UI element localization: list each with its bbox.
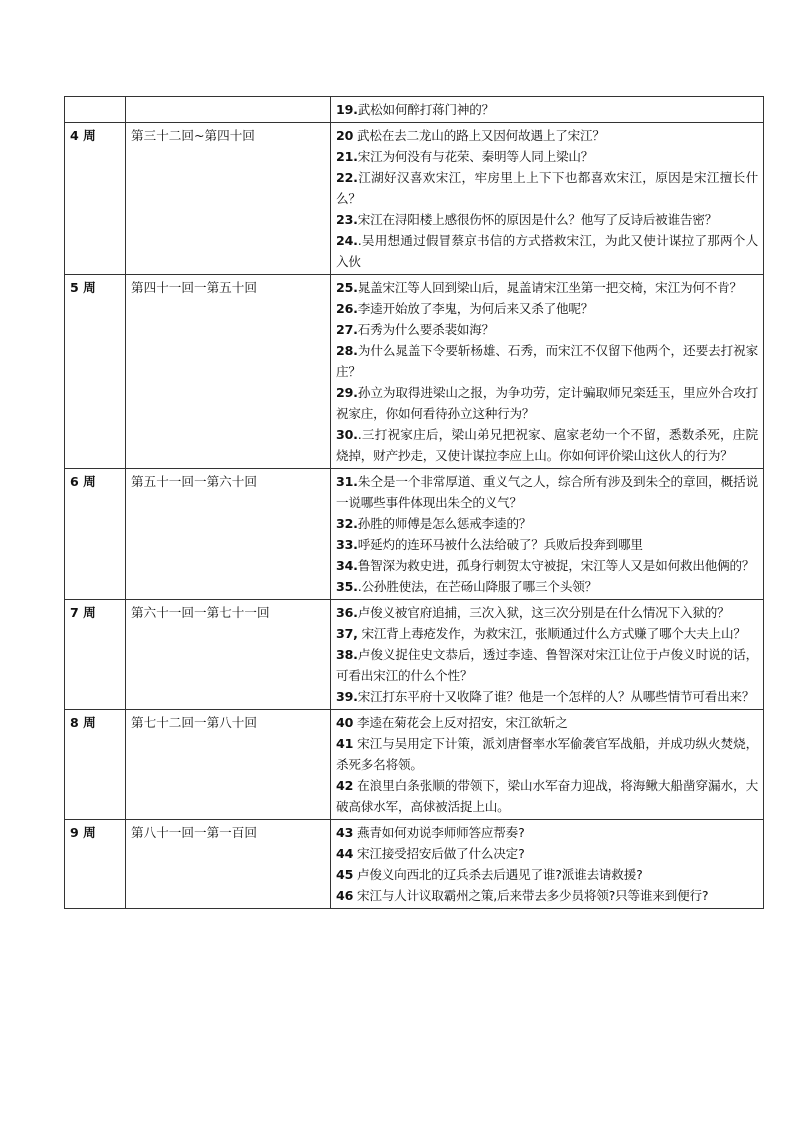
question-text: 在浪里白条张顺的带领下，梁山水军奋力迎战，将海鳅大船凿穿漏水，大破高俅水军，高俅被活捉上山。	[336, 778, 758, 814]
schedule-row	[65, 275, 764, 469]
question-number: 46	[336, 888, 354, 903]
question-text: 卢俊义捉住史文恭后，透过李逵、鲁智深对宋江让位于卢俊义时说的话，可看出宋江的什么个性？	[336, 647, 758, 683]
question-item	[336, 513, 758, 534]
schedule-row	[65, 600, 764, 710]
chapter-range-cell: 第七十二回一第八十回	[126, 710, 331, 820]
question-item	[336, 424, 758, 466]
reading-schedule-table	[64, 96, 764, 909]
question-text: 燕青如何劝说李师师答应帮奏?	[353, 825, 525, 840]
question-number: 38.	[336, 647, 358, 662]
question-item	[336, 146, 758, 167]
question-number: 35.	[336, 579, 358, 594]
question-text: .公孙胜使法，在芒砀山降服了哪三个头领？	[357, 579, 598, 594]
week-cell: 4 周	[65, 123, 126, 275]
question-text: 宋江与吴用定下计策，派刘唐督率水军偷袭官军战船，并成功纵火焚烧，杀死多名将领。	[336, 736, 758, 772]
question-text: 宋江背上毒疮发作，为救宋江，张顺通过什么方式赚了哪个大夫上山？	[357, 626, 746, 641]
week-cell: 8 周	[65, 710, 126, 820]
question-item	[336, 555, 758, 576]
question-item	[336, 340, 758, 382]
question-number: 32.	[336, 516, 358, 531]
chapter-range-cell: 第三十二回~第四十回	[126, 123, 331, 275]
chapter-range-cell: 第八十一回一第一百回	[126, 820, 331, 909]
question-text: 宋江为何没有与花荣、秦明等人同上梁山？	[357, 149, 594, 164]
question-text: 孙立为取得进梁山之报，为争功劳，定计骗取师兄栾廷玉，里应外合攻打祝家庄，你如何看待孙立这种行为？	[336, 385, 758, 421]
question-text: 为什么晁盖下令要斩杨雄、石秀，而宋江不仅留下他两个，还要去打祝家庄？	[336, 343, 758, 379]
question-text: 李逵开始放了李鬼，为何后来又杀了他呢？	[357, 301, 594, 316]
question-text: 卢俊义被官府追捕，三次入狱，这三次分别是在什么情况下入狱的？	[357, 605, 730, 620]
schedule-row	[65, 820, 764, 909]
question-number: 36.	[336, 605, 358, 620]
questions-cell	[331, 820, 764, 909]
question-item	[336, 623, 758, 644]
question-item	[336, 230, 758, 272]
question-number: 23.	[336, 212, 358, 227]
question-item	[336, 471, 758, 513]
question-item	[336, 885, 758, 906]
question-item	[336, 775, 758, 817]
question-text: 宋江接受招安后做了什么决定?	[353, 846, 525, 861]
question-item	[336, 843, 758, 864]
question-text: 卢俊义向西北的辽兵杀去后遇见了谁?派谁去请救援?	[353, 867, 643, 882]
week-cell: 9 周	[65, 820, 126, 909]
question-text: .吴用想通过假冒蔡京书信的方式搭救宋江，为此又使计谋拉了那两个人入伙	[336, 233, 758, 269]
question-text: 朱仝是一个非常厚道、重义气之人，综合所有涉及到朱仝的章回，概括说一说哪些事件体现出朱仝的义气？	[336, 474, 758, 510]
question-number: 28.	[336, 343, 358, 358]
question-number: 30.	[336, 427, 358, 442]
questions-cell	[331, 469, 764, 600]
question-item	[336, 733, 758, 775]
week-cell: 5 周	[65, 275, 126, 469]
question-item	[336, 319, 758, 340]
week-cell: 6 周	[65, 469, 126, 600]
question-number: 40	[336, 715, 354, 730]
question-text: 宋江在浔阳楼上感很伤怀的原因是什么？他写了反诗后被谁告密？	[357, 212, 718, 227]
question-number: 20	[336, 128, 354, 143]
questions-cell	[331, 600, 764, 710]
question-item	[336, 712, 758, 733]
question-item	[336, 99, 758, 120]
question-text: 鲁智深为救史进，孤身行刺贺太守被捉，宋江等人又是如何救出他俩的？	[357, 558, 755, 573]
question-text: 宋江与人计议取霸州之策,后来带去多少员将领?只等谁来到便行?	[353, 888, 709, 903]
question-number: 43	[336, 825, 354, 840]
chapter-range-cell	[126, 97, 331, 123]
chapter-range-cell: 第四十一回一第五十回	[126, 275, 331, 469]
question-text: 武松在去二龙山的路上又因何故遇上了宋江？	[353, 128, 605, 143]
question-item	[336, 576, 758, 597]
question-number: 24.	[336, 233, 358, 248]
question-item	[336, 534, 758, 555]
schedule-row	[65, 469, 764, 600]
questions-cell	[331, 123, 764, 275]
questions-cell	[331, 710, 764, 820]
question-item	[336, 686, 758, 707]
week-cell: 7 周	[65, 600, 126, 710]
question-number: 26.	[336, 301, 358, 316]
question-number: 22.	[336, 170, 358, 185]
question-item	[336, 167, 758, 209]
question-number: 39.	[336, 689, 358, 704]
question-number: 34.	[336, 558, 358, 573]
question-item	[336, 125, 758, 146]
question-number: 25.	[336, 280, 358, 295]
question-item	[336, 822, 758, 843]
question-text: 武松如何醉打蒋门神的？	[357, 102, 495, 117]
schedule-row	[65, 123, 764, 275]
question-number: 37,	[336, 626, 358, 641]
schedule-body	[65, 97, 764, 909]
question-text: 晁盖宋江等人回到梁山后，晁盖请宋江坐第一把交椅，宋江为何不肯？	[357, 280, 742, 295]
question-number: 41	[336, 736, 354, 751]
questions-cell	[331, 275, 764, 469]
question-number: 45	[336, 867, 354, 882]
question-item	[336, 864, 758, 885]
reading-schedule	[64, 96, 758, 909]
question-text: 呼延灼的连环马被什么法给破了？兵败后投奔到哪里	[357, 537, 643, 552]
question-number: 42	[336, 778, 354, 793]
question-text: 江湖好汉喜欢宋江，牢房里上上下下也都喜欢宋江，原因是宋江擅长什么？	[336, 170, 758, 206]
questions-cell	[331, 97, 764, 123]
question-number: 33.	[336, 537, 358, 552]
week-cell	[65, 97, 126, 123]
chapter-range-cell: 第六十一回一第七十一回	[126, 600, 331, 710]
question-text: 石秀为什么要杀裴如海？	[357, 322, 495, 337]
question-item	[336, 277, 758, 298]
question-item	[336, 602, 758, 623]
question-text: .三打祝家庄后，梁山弟兄把祝家、扈家老幼一个不留，悉数杀死，庄院烧掉，财产抄走，又使计谋拉李应上山。你如何评价梁山这伙人的行为？	[336, 427, 758, 463]
question-number: 21.	[336, 149, 358, 164]
question-number: 44	[336, 846, 354, 861]
schedule-row	[65, 710, 764, 820]
question-number: 19.	[336, 102, 358, 117]
question-item	[336, 644, 758, 686]
question-item	[336, 382, 758, 424]
question-text: 李逵在菊花会上反对招安，宋江欲斩之	[353, 715, 568, 730]
question-number: 31.	[336, 474, 358, 489]
question-number: 29.	[336, 385, 358, 400]
question-item	[336, 209, 758, 230]
question-item	[336, 298, 758, 319]
chapter-range-cell: 第五十一回一第六十回	[126, 469, 331, 600]
question-text: 孙胜的师傅是怎么惩戒李逵的？	[357, 516, 532, 531]
schedule-row	[65, 97, 764, 123]
question-text: 宋江打东平府十又收降了谁？他是一个怎样的人？从哪些情节可看出来？	[357, 689, 755, 704]
question-number: 27.	[336, 322, 358, 337]
